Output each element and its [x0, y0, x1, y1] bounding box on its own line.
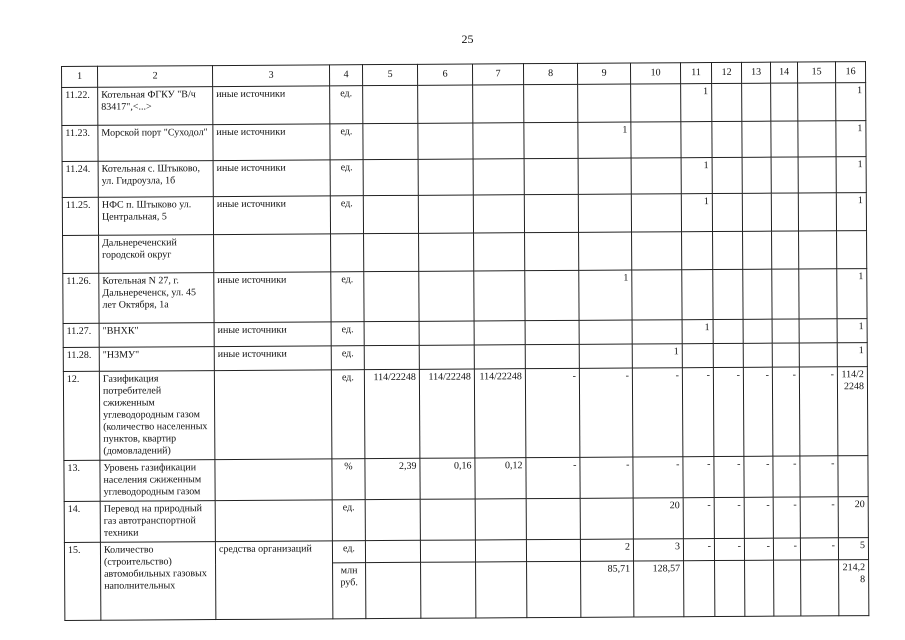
- row-number: 14.: [64, 501, 100, 542]
- value-cell-13: [743, 319, 772, 343]
- value-cell-13: -: [744, 497, 773, 538]
- funding-source: иные источники: [214, 272, 331, 323]
- value-cell-8: [525, 270, 579, 320]
- value-cell-9: [580, 498, 633, 539]
- column-number-6: 6: [417, 64, 472, 85]
- row-name: НФС п. Штыково ул. Центральная, 5: [98, 197, 213, 236]
- column-number-2: 2: [98, 66, 213, 88]
- value-cell-10: -: [632, 368, 683, 457]
- value-cell-12: [713, 319, 743, 343]
- value-cell-14: [771, 83, 798, 121]
- value-cell-16: 1: [837, 343, 867, 367]
- value-cell-7: [474, 271, 525, 321]
- row-number: 11.22.: [62, 87, 98, 125]
- funding-source: средства организаций: [215, 541, 332, 620]
- value-cell-16: 214,28: [839, 560, 869, 616]
- funding-source: иные источники: [213, 86, 330, 125]
- row-number: 11.28.: [63, 347, 99, 371]
- value-cell-13: -: [744, 456, 773, 497]
- value-cell-9: [578, 158, 631, 194]
- value-cell-15: [799, 231, 837, 269]
- program-table: [61, 61, 869, 621]
- value-cell-11: -: [682, 368, 714, 457]
- value-cell-6: [418, 123, 473, 159]
- value-cell-10: [632, 270, 682, 320]
- value-cell-14: [772, 319, 799, 343]
- value-cell-11: [681, 122, 712, 158]
- value-cell-8: [525, 232, 579, 270]
- row-name: Газификация потребителей сжиженным углеводородным газом (количество населенных пунктов, квартир (домовладений): [99, 371, 215, 461]
- row-number: 12.: [63, 371, 100, 460]
- value-cell-5: [363, 85, 418, 123]
- value-cell-7: [474, 321, 525, 345]
- value-cell-9: 85,71: [581, 561, 634, 617]
- value-cell-13: [742, 121, 771, 157]
- value-cell-11: 1: [682, 320, 713, 344]
- value-cell-7: 0,12: [475, 458, 526, 499]
- value-cell-14: -: [772, 367, 800, 456]
- value-cell-10: [631, 122, 681, 158]
- value-cell-15: [799, 319, 837, 343]
- value-cell-6: [419, 345, 474, 369]
- value-cell-6: 0,16: [420, 458, 475, 499]
- value-cell-8: [524, 158, 578, 194]
- row-number: [63, 235, 99, 273]
- row-name: Количество (строительство) автомобильных газовых наполнительных: [100, 542, 215, 621]
- program-table-sheet: [61, 61, 868, 621]
- value-cell-14: -: [773, 538, 800, 560]
- value-cell-15: [799, 269, 837, 319]
- value-cell-6: [419, 321, 474, 345]
- value-cell-5: [363, 123, 418, 159]
- value-cell-10: [632, 320, 682, 344]
- value-cell-5: [364, 321, 419, 345]
- value-cell-15: [798, 83, 836, 121]
- value-cell-16: 1: [836, 193, 866, 231]
- value-cell-16: 1: [837, 319, 867, 343]
- value-cell-14: [772, 231, 799, 269]
- value-cell-8: [527, 561, 581, 617]
- value-cell-5: [365, 499, 420, 540]
- value-cell-13: [742, 157, 771, 193]
- value-cell-16: [837, 231, 867, 269]
- row-number: 11.26.: [63, 273, 99, 323]
- value-cell-14: [771, 157, 798, 193]
- value-cell-12: [713, 343, 743, 367]
- value-cell-12: -: [713, 367, 744, 456]
- value-cell-12: [713, 269, 743, 319]
- value-cell-16: 1: [836, 157, 866, 193]
- row-number: 11.23.: [62, 125, 98, 161]
- value-cell-7: 114/22248: [474, 369, 526, 458]
- column-number-8: 8: [523, 63, 577, 84]
- value-cell-10: -: [633, 457, 683, 498]
- value-cell-6: [419, 233, 474, 271]
- value-cell-12: [712, 157, 742, 193]
- value-cell-7: [475, 540, 526, 562]
- value-cell-15: [798, 157, 836, 193]
- value-cell-13: -: [744, 538, 773, 560]
- value-cell-9: [579, 344, 632, 368]
- column-number-1: 1: [62, 66, 98, 87]
- value-cell-9: [578, 84, 631, 122]
- table-row: [62, 83, 866, 126]
- value-cell-10: 128,57: [634, 561, 684, 617]
- value-cell-9: 1: [578, 122, 631, 158]
- value-cell-6: [420, 540, 475, 562]
- value-cell-11: -: [683, 498, 714, 539]
- value-cell-11: 1: [681, 158, 712, 194]
- table-row: [62, 121, 866, 162]
- value-cell-5: [363, 159, 418, 195]
- table-row: [64, 456, 868, 502]
- value-cell-16: 20: [838, 497, 868, 538]
- row-name: "ВНХК": [99, 323, 214, 348]
- value-cell-10: [631, 158, 681, 194]
- value-cell-15: [799, 343, 837, 367]
- value-cell-11: [682, 232, 713, 270]
- value-cell-15: [801, 560, 839, 616]
- row-number: 15.: [64, 542, 100, 620]
- value-cell-5: 114/22248: [364, 369, 420, 458]
- table-row: [63, 231, 867, 274]
- value-cell-5: [366, 562, 421, 618]
- value-cell-9: [579, 232, 632, 270]
- value-cell-12: [712, 193, 742, 231]
- value-cell-7: [476, 562, 527, 618]
- table-row: [64, 497, 868, 543]
- value-cell-12: [715, 560, 745, 616]
- value-cell-11: 1: [681, 84, 712, 122]
- funding-source: [214, 370, 332, 460]
- value-cell-13: [742, 193, 771, 231]
- table-row: [62, 157, 866, 198]
- value-cell-8: -: [525, 368, 580, 457]
- table-row: [62, 193, 866, 236]
- column-number-10: 10: [630, 63, 680, 84]
- value-cell-8: -: [526, 457, 580, 498]
- value-cell-6: [418, 195, 473, 233]
- value-cell-6: [421, 562, 476, 618]
- value-cell-12: -: [714, 456, 744, 497]
- value-cell-7: [473, 195, 524, 233]
- value-cell-5: [364, 345, 419, 369]
- value-cell-16: 1: [836, 121, 866, 157]
- value-cell-10: 20: [633, 498, 683, 539]
- row-name: Уровень газификации населения сжиженным углеводородным газом: [100, 460, 215, 502]
- value-cell-8: [526, 539, 580, 561]
- value-cell-8: [524, 194, 578, 232]
- value-cell-16: [838, 456, 868, 497]
- value-cell-11: 1: [681, 194, 712, 232]
- column-number-3: 3: [213, 65, 330, 87]
- row-name: Котельная с. Штыково, ул. Гидроузла, 1б: [98, 161, 213, 198]
- value-cell-16: 5: [838, 538, 868, 560]
- row-name: Морской порт "Суходол": [98, 125, 213, 162]
- value-cell-5: [365, 540, 420, 562]
- value-cell-11: -: [683, 539, 714, 561]
- value-cell-8: [525, 344, 579, 368]
- row-name: Котельная N 27, г. Дальнереченск, ул. 45 лет Октября, 1а: [99, 273, 214, 324]
- value-cell-5: [364, 233, 419, 271]
- table-row: [63, 269, 867, 324]
- value-cell-6: [418, 85, 473, 123]
- funding-source: [214, 234, 331, 273]
- row-name: "НЗМУ": [99, 347, 214, 372]
- value-cell-6: [419, 271, 474, 321]
- value-cell-9: -: [580, 457, 633, 498]
- value-cell-14: [771, 121, 798, 157]
- row-number: 11.25.: [62, 197, 98, 235]
- unit-cell: ед.: [332, 541, 365, 563]
- funding-source: иные источники: [214, 346, 331, 371]
- value-cell-11: [682, 344, 713, 368]
- column-number-13: 13: [741, 62, 770, 83]
- value-cell-8: [526, 498, 580, 539]
- value-cell-9: [579, 320, 632, 344]
- value-cell-15: -: [800, 538, 838, 560]
- row-name: Перевод на природный газ автотранспортной техники: [100, 501, 215, 543]
- value-cell-12: [712, 83, 742, 121]
- value-cell-13: [743, 269, 772, 319]
- column-number-9: 9: [577, 63, 630, 84]
- value-cell-13: -: [743, 367, 773, 456]
- column-number-15: 15: [797, 62, 835, 83]
- table-row: [63, 367, 868, 461]
- unit-cell: %: [332, 459, 365, 500]
- value-cell-14: [772, 269, 799, 319]
- value-cell-8: [524, 84, 578, 122]
- value-cell-14: -: [773, 497, 800, 538]
- unit-cell: ед.: [330, 160, 363, 196]
- value-cell-9: -: [579, 368, 633, 457]
- value-cell-9: 1: [579, 270, 632, 320]
- column-number-16: 16: [835, 62, 865, 83]
- column-number-12: 12: [711, 62, 741, 83]
- value-cell-6: [420, 499, 475, 540]
- value-cell-7: [473, 159, 524, 195]
- value-cell-15: -: [800, 497, 838, 538]
- value-cell-7: [473, 123, 524, 159]
- value-cell-15: [798, 121, 836, 157]
- funding-source: иные источники: [214, 322, 331, 347]
- unit-cell: ед.: [331, 346, 364, 370]
- funding-source: [215, 459, 332, 501]
- value-cell-12: [712, 121, 742, 157]
- value-cell-7: [474, 345, 525, 369]
- value-cell-11: [684, 561, 715, 617]
- page-number: 25: [461, 32, 474, 46]
- unit-cell: ед.: [331, 370, 365, 459]
- unit-cell: ед.: [331, 272, 364, 322]
- value-cell-10: [631, 194, 681, 232]
- unit-cell: ед.: [332, 500, 365, 541]
- value-cell-10: [632, 232, 682, 270]
- value-cell-14: [772, 343, 799, 367]
- row-number: 11.24.: [62, 161, 98, 197]
- value-cell-8: [524, 122, 578, 158]
- funding-source: [215, 500, 332, 542]
- value-cell-7: [473, 85, 524, 123]
- value-cell-13: [743, 231, 772, 269]
- value-cell-8: [525, 320, 579, 344]
- row-number: 13.: [64, 460, 100, 501]
- row-name: Котельная ФГКУ "В/ч 83417",<...>: [98, 87, 213, 126]
- value-cell-14: [771, 193, 798, 231]
- value-cell-15: -: [799, 367, 838, 456]
- unit-cell: ед.: [330, 86, 363, 124]
- value-cell-7: [474, 233, 525, 271]
- value-cell-9: [578, 194, 631, 232]
- value-cell-9: 2: [580, 539, 633, 561]
- value-cell-10: 1: [632, 344, 682, 368]
- value-cell-5: [363, 195, 418, 233]
- column-number-5: 5: [362, 64, 417, 85]
- value-cell-11: -: [683, 457, 714, 498]
- value-cell-6: [418, 159, 473, 195]
- value-cell-12: -: [714, 538, 744, 560]
- value-cell-15: [798, 193, 836, 231]
- table-body: [62, 83, 869, 621]
- value-cell-14: -: [773, 456, 800, 497]
- value-cell-6: 114/22248: [419, 369, 475, 458]
- value-cell-7: [475, 499, 526, 540]
- row-name: Дальнереченский городской округ: [99, 235, 214, 274]
- value-cell-15: -: [800, 456, 838, 497]
- funding-source: иные источники: [213, 160, 330, 197]
- value-cell-10: 3: [633, 539, 683, 561]
- value-cell-5: [364, 271, 419, 321]
- value-cell-16: 1: [837, 269, 867, 319]
- unit-cell: ед.: [331, 322, 364, 346]
- value-cell-13: [745, 560, 774, 616]
- value-cell-16: 114/22248: [837, 367, 868, 456]
- value-cell-13: [743, 343, 772, 367]
- unit-cell: ед.: [330, 196, 363, 234]
- funding-source: иные источники: [213, 124, 330, 161]
- value-cell-14: [774, 560, 801, 616]
- row-number: 11.27.: [63, 323, 99, 347]
- value-cell-5: 2,39: [365, 458, 420, 499]
- value-cell-12: -: [714, 497, 744, 538]
- column-number-7: 7: [472, 64, 523, 85]
- column-number-11: 11: [680, 63, 711, 84]
- value-cell-11: [682, 270, 713, 320]
- unit-cell: ед.: [330, 124, 363, 160]
- value-cell-16: 1: [836, 83, 866, 121]
- column-number-14: 14: [770, 62, 797, 83]
- value-cell-13: [742, 83, 771, 121]
- value-cell-12: [713, 231, 743, 269]
- value-cell-10: [631, 84, 681, 122]
- column-number-4: 4: [329, 65, 362, 86]
- unit-cell: [331, 234, 364, 272]
- unit-cell: млн руб.: [333, 563, 366, 619]
- funding-source: иные источники: [213, 196, 330, 235]
